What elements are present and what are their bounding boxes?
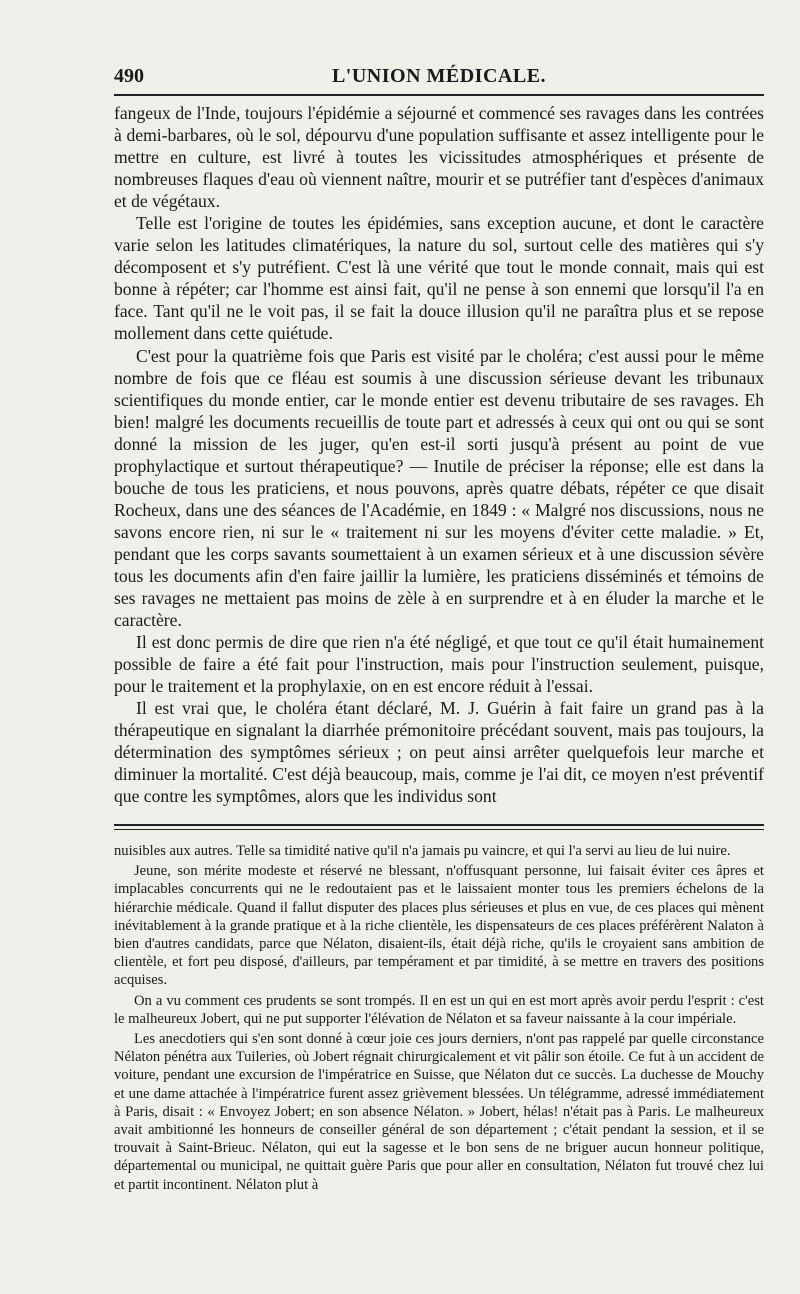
paragraph: Il est vrai que, le choléra étant déclaré, M. J. Guérin à fait faire un grand pas à la thérapeutique en signalant la diarrhée prémonitoire précédant souvent, mais pas toujours, la détermination des symptômes sérieux ; on peut ainsi arrêter quelquefois leur marche et diminuer la mortalité. C'est déjà beaucoup, mais, comme je l'ai dit, ce moyen n'est préventif que contre les symptômes, alors que les individus sont bbox=[114, 698, 764, 807]
note-paragraph: Les anecdotiers qui s'en sont donné à cœur joie ces jours derniers, n'ont pas rappelé par quelle circonstance Nélaton pénétra aux Tuileries, où Jobert régnait chirurgicalement et vit pâlir son étoile. Ce fut à un accident de voiture, pendant une excursion de l'impératrice en Suisse, que Nélaton dut ce succès. La duchesse de Mouchy et une dame attachée à l'impératrice furent assez grièvement blessées. Un télégramme, adressé immédiatement à Paris, disait : « Envoyez Jobert; en son absence Nélaton. » Jobert, hélas! n'était pas à Paris. Le malheureux avait ambitionné les honneurs de conseiller général de son département ; c'était pendant la session, et il se trouvait à Saint-Brieuc. Nélaton, qui eut la sagesse et le bon sens de ne briguer aucun honneur politique, départemental ou municipal, ne quittait guère Paris que pour aller en consultation, Nélaton fut trouvé chez lui et partit incontinent. Nélaton plut à bbox=[114, 1031, 764, 1193]
paragraph: fangeux de l'Inde, toujours l'épidémie a séjourné et commencé ses ravages dans les contrées à demi-barbares, où le sol, dépourvu d'une population suffisante et assez intelligente pour le mettre en culture, est livré à toutes les vicissitudes atmosphériques et présente de nombreuses flaques d'eau où viennent naître, mourir et se putréfier tant d'espèces d'animaux et de végétaux. bbox=[114, 103, 764, 212]
page-number: 490 bbox=[114, 65, 144, 87]
section-divider bbox=[114, 824, 764, 830]
feuilleton-notes bbox=[114, 842, 764, 1196]
main-article bbox=[114, 102, 764, 808]
page-header bbox=[114, 58, 764, 96]
paragraph: Telle est l'origine de toutes les épidémies, sans exception aucune, et dont le caractère varie selon les latitudes climatériques, la nature du sol, surtout celle des matières qui s'y décomposent et s'y putréfient. C'est là une vérité que tout le monde connait, mais qui est bonne à répéter; car l'homme est ainsi fait, qu'il ne pense à son ennemi que lorsqu'il l'a en face. Tant qu'il ne le voit pas, il se fait la douce illusion qu'il ne paraîtra plus et se repose mollement dans cette quiétude. bbox=[114, 213, 764, 344]
paragraph: Il est donc permis de dire que rien n'a été négligé, et que tout ce qu'il était humainement possible de faire a été fait pour l'instruction, mais pour l'instruction seulement, puisque, pour le traitement et la prophylaxie, on en est encore réduit à l'essai. bbox=[114, 632, 764, 697]
note-paragraph: nuisibles aux autres. Telle sa timidité native qu'il n'a jamais pu vaincre, et qui l'a servi au lieu de lui nuire. bbox=[114, 843, 731, 859]
note-paragraph: On a vu comment ces prudents se sont trompés. Il en est un qui en est mort après avoir perdu l'esprit : c'est le malheureux Jobert, qui ne put supporter l'élévation de Nélaton et sa faveur naissante à la cour impériale. bbox=[114, 992, 764, 1027]
paragraph: C'est pour la quatrième fois que Paris est visité par le choléra; c'est aussi pour le même nombre de fois que ce fléau est soumis à une discussion sérieuse devant les tribunaux scientifiques du monde entier, car le monde entier est devenu tributaire de ses ravages. Eh bien! malgré les documents recueillis de toute part et adressés à ceux qui ont ou qui se sont donné la mission de les juger, qu'en est-il sorti jusqu'à présent au point de vue prophylactique et surtout thérapeutique? — Inutile de préciser la réponse; elle est dans la bouche de tous les praticiens, et nous pouvons, après quatre débats, répéter ce que disait Rocheux, dans une des séances de l'Académie, en 1849 : « Malgré nos discussions, nous ne savons encore rien, ni sur le « traitement ni sur les moyens d'éviter cette maladie. » Et, pendant que les corps savants soumettaient à un examen sérieux et à une discussion sévère tous les documents afin d'en faire jaillir la lumière, les praticiens disséminés et témoins de ses ravages ne mettaient pas moins de zèle à en surprendre et à en éluder la marche et le caractère. bbox=[114, 345, 764, 631]
note-paragraph: Jeune, son mérite modeste et réservé ne blessant, n'offusquant personne, lui faisait éviter ces âpres et implacables concurrents qui ne le redoutaient pas et le laissaient monter tous les premiers échelons de la hiérarchie médicale. Quand il fallut disputer des places plus sérieuses et plus en vue, de ces places qui mènent inévitablement à la grande pratique et à la riche clientèle, les dispensateurs de ces places préférèrent Nalaton à bien d'autres candidats, parce que Nélaton, disaient-ils, était déjà riche, qu'ils le croyaient sans ambition de clientèle, et fort peu disposé, d'ailleurs, par tempérament et par timidité, à se mettre en travers des positions acquises. bbox=[114, 863, 764, 989]
running-title: L'UNION MÉDICALE. bbox=[331, 65, 547, 87]
